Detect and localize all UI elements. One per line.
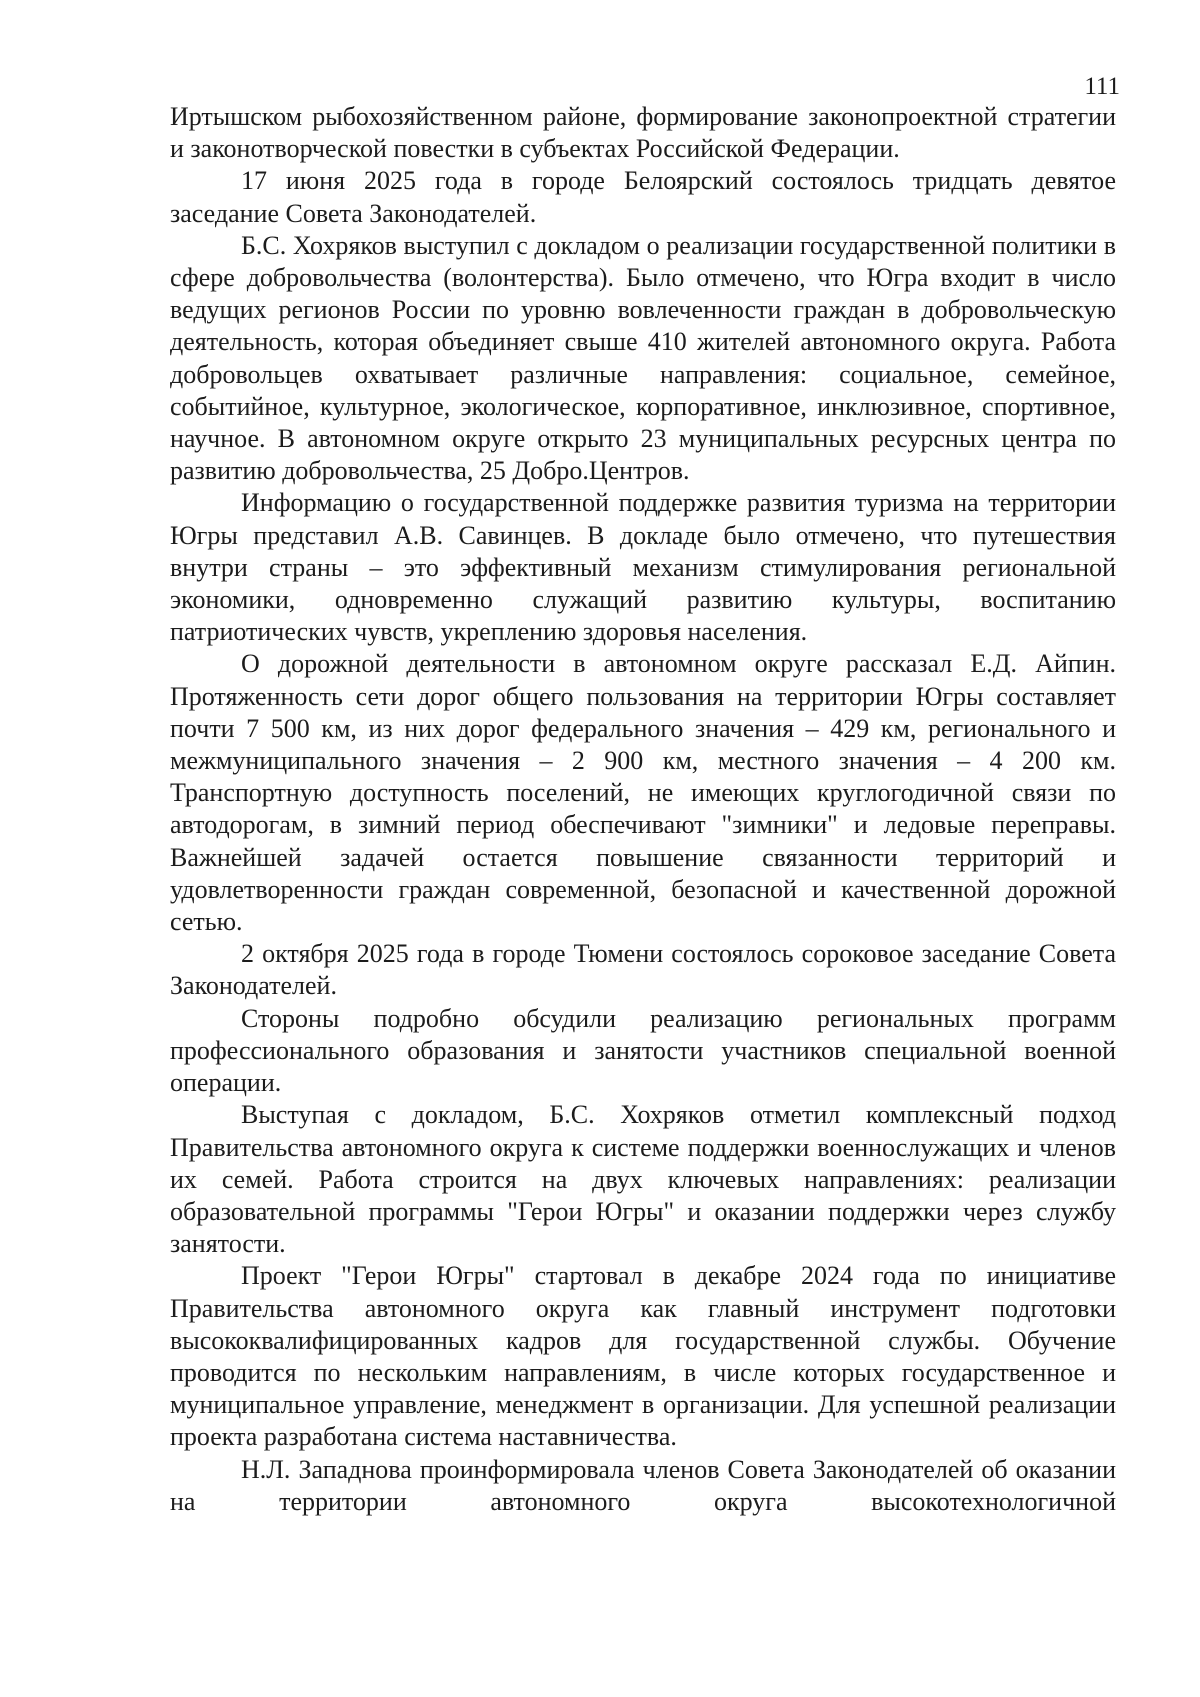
- document-body: [170, 101, 1116, 1518]
- paragraph: Стороны подробно обсудили реализацию региональных программ профессионального образования и занятости участников специальной военной операции.: [170, 1003, 1116, 1098]
- paragraph-continuation: Иртышском рыбохозяйственном районе, формирование законопроектной стратегии и законотворческой повестки в субъектах Российской Федерации.: [170, 102, 1116, 164]
- paragraph: Проект "Герои Югры" стартовал в декабре 2024 года по инициативе Правительства автономного округа как главный инструмент подготовки высококвалифицированных кадров для государственной службы. Обучение проводится по нескольким направлениям, в числе которых государственное и муниципальное управление, менеджмент в организации. Для успешной реализации проекта разработана система наставничества.: [170, 1261, 1116, 1452]
- paragraph: Информацию о государственной поддержке развития туризма на территории Югры представил А.В. Савинцев. В докладе было отмечено, что путешествия внутри страны – это эффективный механизм стимулирования региональной экономики, одновременно служащий развитию культуры, воспитанию патриотических чувств, укреплению здоровья населения.: [170, 488, 1116, 647]
- paragraph: 17 июня 2025 года в городе Белоярский состоялось тридцать девятое заседание Совета Законодателей.: [170, 166, 1116, 228]
- page-number: 111: [1084, 73, 1120, 100]
- paragraph: Б.С. Хохряков выступил с докладом о реализации государственной политики в сфере добровольчества (волонтерства). Было отмечено, что Югра входит в число ведущих регионов России по уровню вовлеченности граждан в добровольческую деятельность, которая объединяет свыше 410 жителей автономного округа. Работа добровольцев охватывает различные направления: социальное, семейное, событийное, культурное, экологическое, корпоративное, инклюзивное, спортивное, научное. В автономном округе открыто 23 муниципальных ресурсных центра по развитию добровольчества, 25 Добро.Центров.: [170, 230, 1116, 486]
- paragraph: 2 октября 2025 года в городе Тюмени состоялось сороковое заседание Совета Законодателей.: [170, 939, 1116, 1001]
- paragraph-continues: Н.Л. Западнова проинформировала членов Совета Законодателей об оказании на территории автономного округа высокотехнологичной: [170, 1454, 1116, 1516]
- paragraph: О дорожной деятельности в автономном округе рассказал Е.Д. Айпин. Протяженность сети дорог общего пользования на территории Югры составляет почти 7 500 км, из них дорог федерального значения – 429 км, регионального и межмуниципального значения – 2 900 км, местного значения – 4 200 км. Транспортную доступность поселений, не имеющих круглогодичной связи по автодорогам, в зимний период обеспечивают "зимники" и ледовые переправы. Важнейшей задачей остается повышение связанности территорий и удовлетворенности граждан современной, безопасной и качественной дорожной сетью.: [170, 649, 1116, 937]
- paragraph: Выступая с докладом, Б.С. Хохряков отметил комплексный подход Правительства автономного округа к системе поддержки военнослужащих и членов их семей. Работа строится на двух ключевых направлениях: реализации образовательной программы "Герои Югры" и оказании поддержки через службу занятости.: [170, 1100, 1116, 1259]
